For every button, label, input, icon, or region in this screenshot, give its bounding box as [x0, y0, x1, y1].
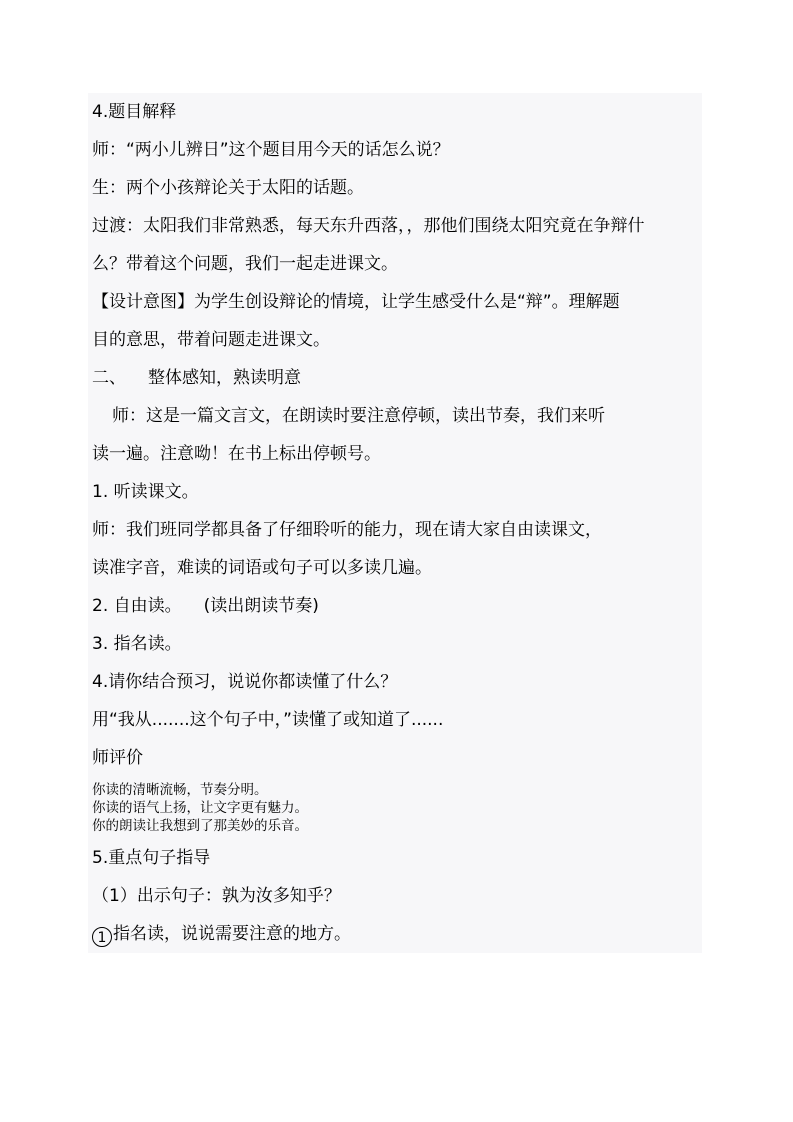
evaluation-item: 你的朗读让我想到了那美妙的乐音。 [92, 818, 308, 834]
section-title: 整体感知，熟读明意 [148, 368, 301, 388]
design-intent-line-1: 【设计意图】为学生创设辩论的情境，让学生感受什么是“辩”。理解题 [92, 292, 620, 312]
section-number: 二、 [92, 368, 126, 388]
step-key-sentence: 5.重点句子指导 [92, 848, 211, 868]
teacher-instruction-line-2: 读一遍。注意呦！在书上标出停顿号。 [92, 444, 381, 464]
circled-number: 1 [92, 927, 112, 947]
section-heading-title-explanation: 4.题目解释 [92, 102, 177, 122]
student-answer: 生：两个小孩辩论关于太阳的话题。 [92, 178, 364, 198]
step-listen-reading: 1. 听读课文。 [92, 482, 199, 502]
show-sentence: （1）出示句子：孰为汝多知乎？ [92, 886, 341, 906]
step-free-reading [88, 587, 702, 625]
named-reading-note [88, 915, 702, 953]
step-label: 2. 自由读。 [92, 596, 182, 616]
transition-line-2: 么？带着这个问题，我们一起走进课文。 [92, 254, 398, 274]
evaluation-list [88, 777, 702, 839]
teacher-free-reading-line-1: 师：我们班同学都具备了仔细聆听的能力，现在请大家自由读课文， [92, 520, 602, 540]
evaluation-item: 你读的清晰流畅，节奏分明。 [92, 782, 268, 798]
teacher-evaluation-heading: 师评价 [92, 748, 143, 768]
step-note: (读出朗读节奏) [203, 596, 319, 616]
step-preview-share: 4.请你结合预习，说说你都读懂了什么？ [92, 672, 398, 692]
section-heading-overall-perception [88, 359, 702, 397]
teacher-free-reading-line-2: 读准字音，难读的词语或句子可以多读几遍。 [92, 558, 432, 578]
note-text: 指名读，说说需要注意的地方。 [113, 924, 351, 944]
teacher-question: 师：“两小儿辨日”这个题目用今天的话怎么说？ [92, 140, 450, 160]
teacher-instruction-line-1: 师：这是一篇文言文，在朗读时要注意停顿，读出节奏，我们来听 [112, 406, 605, 426]
sentence-pattern: 用“我从.......这个句子中，”读懂了或知道了...... [92, 710, 444, 730]
evaluation-item: 你读的语气上扬，让文字更有魅力。 [92, 800, 308, 816]
document-body [88, 93, 702, 953]
step-named-reading: 3. 指名读。 [92, 634, 182, 654]
design-intent-line-2: 目的意思，带着问题走进课文。 [92, 330, 330, 350]
transition-line-1: 过渡：太阳我们非常熟悉，每天东升西落，，那他们围绕太阳究竟在争辩什 [92, 216, 645, 236]
